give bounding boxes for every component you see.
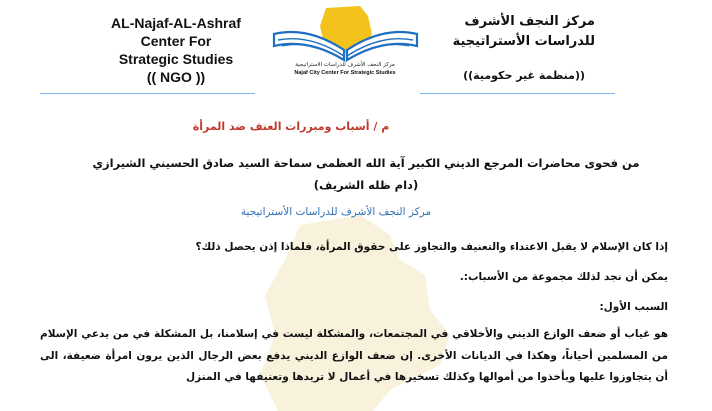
- lecture-source: [60, 152, 672, 196]
- header-ar-ngo: ((منظمة غير حكومية)): [463, 69, 585, 82]
- header-ar-line-2: للدراسات الأستراتيجية: [452, 34, 595, 49]
- body-paragraph: هو غياب أو ضعف الوازع الديني والأخلاقي في المجتمعات، والمشكلة ليست في إسلامنا، بل المشكلة في من يدعي الإسلام من المسلمين أحياناً، وهكذا في الديانات الأخرى. إن ضعف الوازع الديني يدفع بعض الرجال الذين يرون امرأة ضعيفة، الى أن يتجاوزوا عليها ويأخذوا من أموالها وكذلك تسخيرها في أعمال لا تريدها وتعنيفها في المنزل: [40, 328, 668, 383]
- lecture-source-line-1: من فحوى محاضرات المرجع الديني الكبير آية الله العظمى سماحة السيد صادق الحسيني الشيرازي: [92, 156, 640, 170]
- question-paragraph: إذا كان الإسلام لا يقبل الاعتداء والتعنيف والتجاوز على حقوق المرأة، فلماذا إذن يحصل ذلك؟: [195, 241, 668, 253]
- article-title: م / أسباب ومبررات العنف ضد المرأة: [192, 120, 390, 133]
- header-en-line-3: Strategic Studies: [118, 51, 234, 67]
- lecture-source-line-2: (دام ظله الشريف): [313, 178, 419, 192]
- header-en-line-1: AL-Najaf-AL-Ashraf: [111, 15, 241, 31]
- header-rule-right: [420, 93, 615, 94]
- first-reason-heading: السبب الأول:: [599, 301, 668, 313]
- logo-caption-english: Najaf City Center For Strategic Studies: [294, 70, 396, 76]
- logo-caption-arabic: مركز النجف الأشرف للدراسات الاستراتيجية: [295, 62, 395, 68]
- header-english: [96, 14, 256, 86]
- center-name: مركز النجف الأشرف للدراسات الأستراتيجية: [240, 206, 432, 218]
- header-en-line-2: Center For: [140, 33, 212, 49]
- header-arabic: [420, 12, 595, 86]
- header-rule-left: [40, 93, 255, 94]
- intro-paragraph: يمكن أن نجد لذلك مجموعة من الأسباب:.: [459, 271, 668, 283]
- header-en-line-4: (( NGO )): [146, 69, 206, 85]
- header-ar-line-1: مركز النجف الأشرف: [464, 14, 595, 29]
